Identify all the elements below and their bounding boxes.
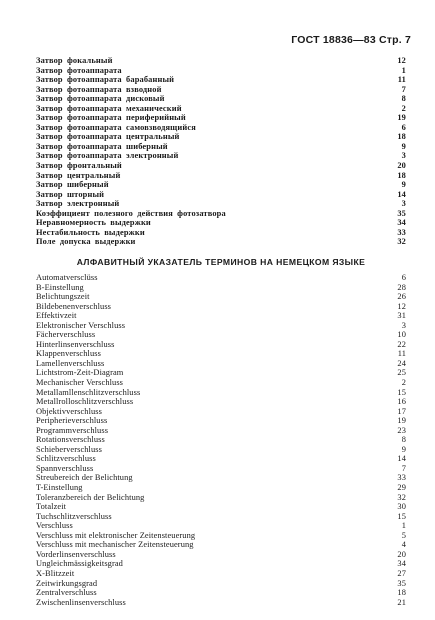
term-page-number: 25: [397, 368, 406, 378]
term-page-number: 14: [397, 454, 406, 464]
term-text: Затвор фотоаппарата периферийный: [36, 113, 186, 123]
term-page-number: 3: [401, 320, 406, 330]
term-text: Metallrolloschlitzverschluss: [36, 397, 134, 407]
term-row: [36, 237, 406, 247]
term-page-number: 3: [401, 199, 406, 209]
term-text: Lamellenverschluss: [36, 358, 105, 368]
term-text: Затвор электронный: [36, 199, 120, 209]
term-row: [36, 368, 406, 378]
term-row: [36, 540, 406, 550]
term-page-number: 35: [397, 578, 406, 588]
term-row: [36, 218, 406, 228]
term-page-number: 8: [401, 94, 406, 104]
term-row: [36, 531, 406, 541]
term-text: Bildebenenverschluss: [36, 301, 112, 311]
term-row: [36, 359, 406, 369]
term-text: Поле допуска выдержки: [36, 237, 136, 247]
term-text: Vorderlinsenverschluss: [36, 549, 116, 559]
term-page-number: 20: [397, 161, 406, 171]
term-text: Затвор шторный: [36, 189, 105, 199]
term-page-number: 12: [397, 301, 406, 311]
term-page-number: 32: [397, 492, 406, 502]
term-text: Peripherieverschluss: [36, 416, 108, 426]
term-text: Schlitzverschluss: [36, 454, 96, 464]
page-header: ГОСТ 18836—83 Стр. 7: [291, 34, 411, 46]
term-page-number: 30: [397, 502, 406, 512]
term-page-number: 21: [397, 597, 406, 607]
term-row: [36, 273, 406, 283]
term-text: Затвор шиберный: [36, 180, 109, 190]
term-page-number: 32: [397, 237, 406, 247]
term-row: [36, 311, 406, 321]
term-text: Toleranzbereich der Belichtung: [36, 492, 145, 502]
term-text: Затвор фотоаппарата взводной: [36, 84, 162, 94]
term-text: Затвор центральный: [36, 170, 121, 180]
term-text: Коэффициент полезного действия фотозатвора: [36, 208, 226, 218]
term-page-number: 12: [397, 56, 406, 65]
term-text: T-Einstellung: [36, 483, 83, 493]
term-text: Затвор фотоаппарата дисковый: [36, 94, 165, 104]
term-page-number: 35: [397, 208, 406, 218]
term-page-number: 20: [397, 549, 406, 559]
term-row: [36, 407, 406, 417]
term-text: B-Einstellung: [36, 282, 84, 292]
term-row: [36, 388, 406, 398]
term-row: [36, 209, 406, 219]
term-row: [36, 416, 406, 426]
term-text: Lichtstrom-Zeit-Diagram: [36, 368, 124, 378]
term-page-number: 9: [401, 141, 406, 151]
term-text: Затвор фотоаппарата центральный: [36, 132, 180, 142]
term-row: [36, 378, 406, 388]
term-row: [36, 493, 406, 503]
term-row: [36, 113, 406, 123]
term-page-number: 19: [397, 113, 406, 123]
term-page-number: 7: [401, 463, 406, 473]
term-text: Mechanischer Verschluss: [36, 378, 124, 388]
term-text: Hinterlinsenverschluss: [36, 339, 115, 349]
term-page-number: 19: [397, 416, 406, 426]
term-row: [36, 85, 406, 95]
term-page-number: 11: [397, 349, 406, 359]
term-page-number: 34: [397, 559, 406, 569]
term-row: [36, 161, 406, 171]
term-row: [36, 483, 406, 493]
term-row: [36, 66, 406, 76]
term-text: Затвор фотоаппарата шиберный: [36, 141, 168, 151]
term-row: [36, 397, 406, 407]
term-text: Нестабильность выдержки: [36, 227, 145, 237]
term-text: Belichtungszeit: [36, 292, 90, 302]
term-page-number: 8: [401, 435, 406, 445]
term-page-number: 22: [397, 339, 406, 349]
term-row: [36, 292, 406, 302]
term-page-number: 27: [397, 568, 406, 578]
term-page-number: 14: [397, 189, 406, 199]
term-row: [36, 598, 406, 608]
term-text: X-Blitzzeit: [36, 568, 75, 578]
term-page-number: 1: [401, 65, 406, 75]
term-row: [36, 512, 406, 522]
term-text: Rotationsverschluss: [36, 435, 105, 445]
term-row: [36, 75, 406, 85]
term-page-number: 29: [397, 483, 406, 493]
term-page-number: 33: [397, 473, 406, 483]
term-text: Verschluss: [36, 521, 73, 531]
term-row: [36, 180, 406, 190]
term-page-number: 10: [397, 330, 406, 340]
term-page-number: 16: [397, 397, 406, 407]
term-row: [36, 426, 406, 436]
term-page-number: 2: [401, 378, 406, 388]
term-text: Verschluss mit mechanischer Zeitensteuerung: [36, 540, 194, 550]
term-text: Verschluss mit elektronischer Zeitensteuerung: [36, 530, 196, 540]
term-row: [36, 454, 406, 464]
term-row: [36, 340, 406, 350]
term-row: [36, 171, 406, 181]
term-text: Zeitwirkungsgrad: [36, 578, 98, 588]
term-text: Неравномерность выдержки: [36, 218, 151, 228]
term-row: [36, 588, 406, 598]
term-page-number: 1: [401, 521, 406, 531]
term-page-number: 15: [397, 387, 406, 397]
term-row: [36, 521, 406, 531]
term-text: Streubereich der Belichtung: [36, 473, 133, 483]
term-row: [36, 94, 406, 104]
term-text: Effektivzeit: [36, 311, 77, 321]
term-row: [36, 228, 406, 238]
term-row: [36, 579, 406, 589]
term-page-number: 28: [397, 282, 406, 292]
term-page-number: 18: [397, 588, 406, 598]
term-text: Затвор фокальный: [36, 56, 113, 65]
section-title: АЛФАВИТНЫЙ УКАЗАТЕЛЬ ТЕРМИНОВ НА НЕМЕЦКОМ ЯЗЫКЕ: [76, 257, 366, 267]
term-text: Elektronischer Verschluss: [36, 320, 126, 330]
term-page-number: 23: [397, 425, 406, 435]
term-page-number: 5: [401, 530, 406, 540]
term-text: Automatversclüss: [36, 273, 98, 282]
term-row: [36, 435, 406, 445]
term-row: [36, 569, 406, 579]
term-page-number: 18: [397, 170, 406, 180]
term-row: [36, 559, 406, 569]
term-text: Затвор фотоаппарата барабанный: [36, 75, 175, 85]
term-row: [36, 132, 406, 142]
term-row: [36, 321, 406, 331]
term-page-number: 9: [401, 180, 406, 190]
term-row: [36, 190, 406, 200]
term-page-number: 11: [397, 75, 406, 85]
term-text: Затвор фотоаппарата механический: [36, 103, 182, 113]
term-text: Затвор фотоаппарата: [36, 65, 122, 75]
term-row: [36, 142, 406, 152]
term-row: [36, 502, 406, 512]
term-page-number: 31: [397, 311, 406, 321]
term-text: Затвор фронтальный: [36, 161, 122, 171]
term-text: Spannverschluss: [36, 463, 94, 473]
term-text: Metallamllenschlitzverschluss: [36, 387, 141, 397]
german-terms-list: [36, 273, 406, 607]
term-text: Zentralverschluss: [36, 588, 97, 598]
term-page-number: 34: [397, 218, 406, 228]
term-row: [36, 473, 406, 483]
term-page-number: 17: [397, 406, 406, 416]
term-text: Objektivverschluss: [36, 406, 102, 416]
term-page-number: 2: [401, 103, 406, 113]
term-text: Zwischenlinsenverschluss: [36, 597, 126, 607]
term-row: [36, 445, 406, 455]
term-page-number: 6: [401, 273, 406, 282]
term-row: [36, 349, 406, 359]
term-text: Fächerverschluss: [36, 330, 96, 340]
term-text: Programmverschluss: [36, 425, 109, 435]
term-page-number: 6: [401, 122, 406, 132]
term-text: Schieberverschluss: [36, 444, 102, 454]
term-row: [36, 464, 406, 474]
term-row: [36, 199, 406, 209]
term-text: Затвор фотоаппарата самовзводящийся: [36, 122, 196, 132]
term-page-number: 9: [401, 444, 406, 454]
term-text: Totalzeit: [36, 502, 67, 512]
term-page-number: 4: [401, 540, 406, 550]
term-page-number: 33: [397, 227, 406, 237]
term-row: [36, 123, 406, 133]
term-page-number: 24: [397, 358, 406, 368]
term-text: Ungleichmässigkeitsgrad: [36, 559, 123, 569]
term-page-number: 15: [397, 511, 406, 521]
term-row: [36, 283, 406, 293]
term-page-number: 7: [401, 84, 406, 94]
term-page-number: 3: [401, 151, 406, 161]
term-text: Затвор фотоаппарата электронный: [36, 151, 179, 161]
term-row: [36, 56, 406, 66]
term-row: [36, 151, 406, 161]
term-text: Klappenverschluss: [36, 349, 101, 359]
term-page-number: 18: [397, 132, 406, 142]
term-text: Tuchschlitzverschluss: [36, 511, 112, 521]
russian-terms-list: [36, 56, 406, 247]
term-row: [36, 302, 406, 312]
term-row: [36, 330, 406, 340]
term-page-number: 26: [397, 292, 406, 302]
term-row: [36, 550, 406, 560]
term-row: [36, 104, 406, 114]
